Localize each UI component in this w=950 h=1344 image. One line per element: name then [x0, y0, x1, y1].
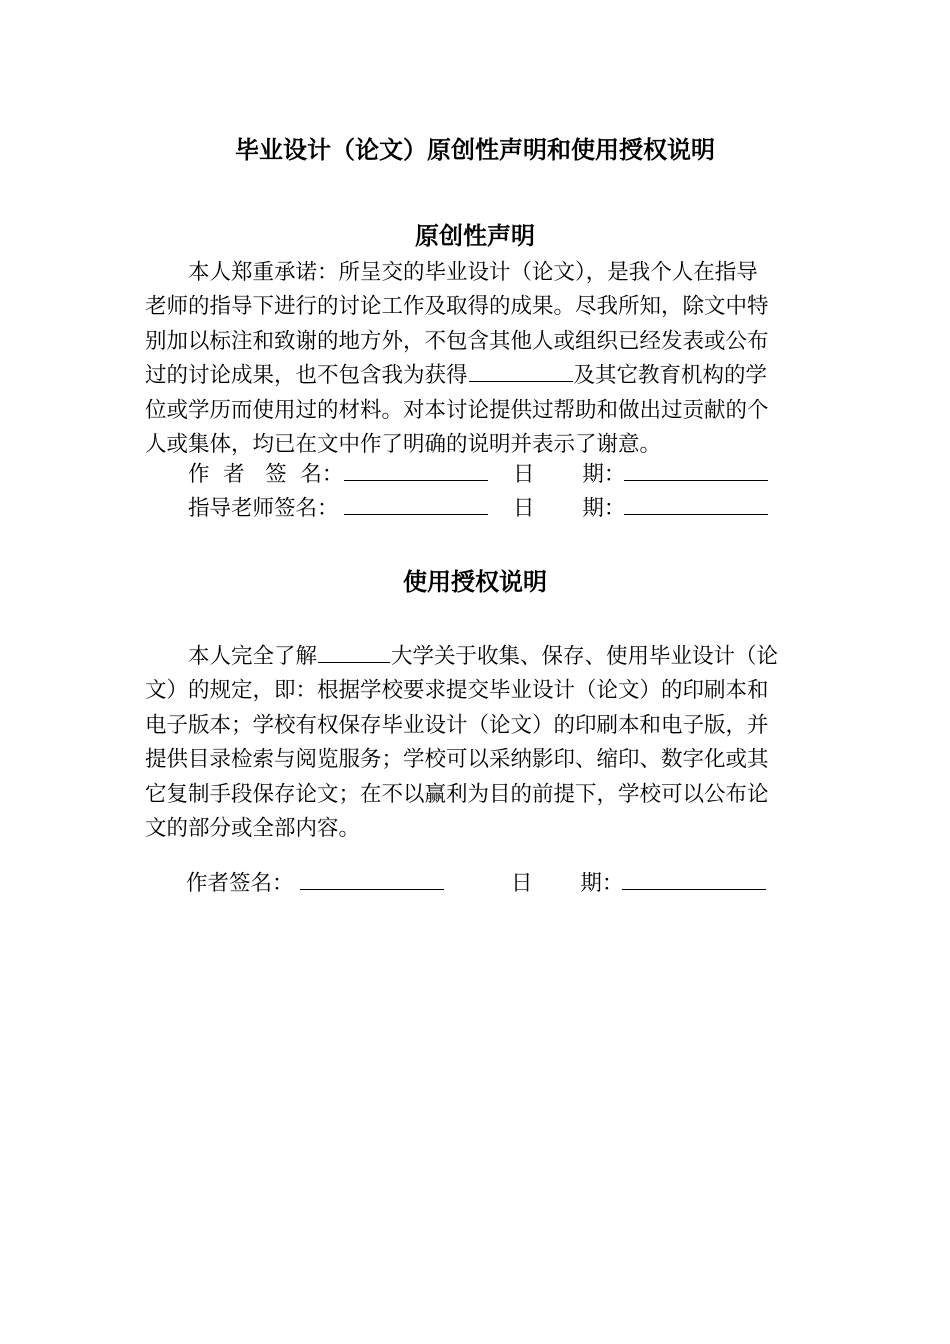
authorization-heading: 使用授权说明	[403, 568, 547, 596]
university-blank-field[interactable]	[318, 640, 390, 663]
statement-line: 文的部分或全部内容。	[145, 815, 361, 841]
teacher-signature-field[interactable]	[344, 492, 488, 515]
statement-line: 本人郑重承诺：所呈交的毕业设计（论文），是我个人在指导	[188, 260, 758, 285]
authorization-signature-label: 作者签名：	[186, 871, 294, 896]
teacher-date-field[interactable]	[624, 492, 768, 515]
teacher-signature-row	[188, 492, 788, 526]
authorization-date-field[interactable]	[622, 867, 766, 890]
statement-line: 别加以标注和致谢的地方外，不包含其他人或组织已经发表或公布	[145, 328, 769, 354]
authorization-signature-field[interactable]	[300, 867, 444, 890]
author-date	[513, 458, 769, 492]
statement-line	[145, 640, 807, 674]
statement-text: 本人完全了解	[188, 644, 318, 669]
date-label: 日 期：	[513, 462, 626, 487]
authorization-statement	[145, 640, 807, 846]
statement-line: 提供目录检索与阅览服务；学校可以采纳影印、缩印、数字化或其	[145, 747, 769, 773]
statement-text: 大学关于收集、保存、使用毕业设计（论	[391, 644, 779, 669]
statement-line: 电子版本；学校有权保存毕业设计（论文）的印刷本和电子版，并	[145, 712, 769, 738]
statement-line: 位或学历而使用过的材料。对本讨论提供过帮助和做出过贡献的个	[145, 397, 769, 423]
date-label: 日 期：	[511, 871, 624, 896]
authorization-date	[511, 867, 767, 901]
teacher-date	[513, 492, 769, 526]
statement-line: 文）的规定，即：根据学校要求提交毕业设计（论文）的印刷本和	[145, 678, 769, 704]
author-signature-row	[188, 458, 788, 492]
originality-heading: 原创性声明	[415, 222, 535, 250]
date-label: 日 期：	[513, 496, 626, 521]
statement-text: 过的讨论成果，也不包含我为获得	[145, 363, 468, 389]
degree-blank-field[interactable]	[469, 359, 573, 382]
statement-line	[145, 359, 807, 393]
page-title: 毕业设计（论文）原创性声明和使用授权说明	[235, 136, 715, 164]
author-signature-label: 作 者 签 名：	[188, 462, 344, 487]
statement-line: 它复制手段保存论文；在不以赢利为目的前提下，学校可以公布论	[145, 781, 769, 807]
statement-text: 及其它教育机构的学	[573, 363, 768, 389]
statement-line: 人或集体，均已在文中作了明确的说明并表示了谢意。	[145, 431, 662, 457]
originality-statement	[145, 256, 807, 462]
statement-line: 老师的指导下进行的讨论工作及取得的成果。尽我所知，除文中特	[145, 294, 769, 320]
teacher-signature-label: 指导老师签名：	[188, 496, 339, 521]
authorization-signature-row	[186, 867, 786, 901]
author-signature-field[interactable]	[344, 458, 488, 481]
author-date-field[interactable]	[624, 458, 768, 481]
